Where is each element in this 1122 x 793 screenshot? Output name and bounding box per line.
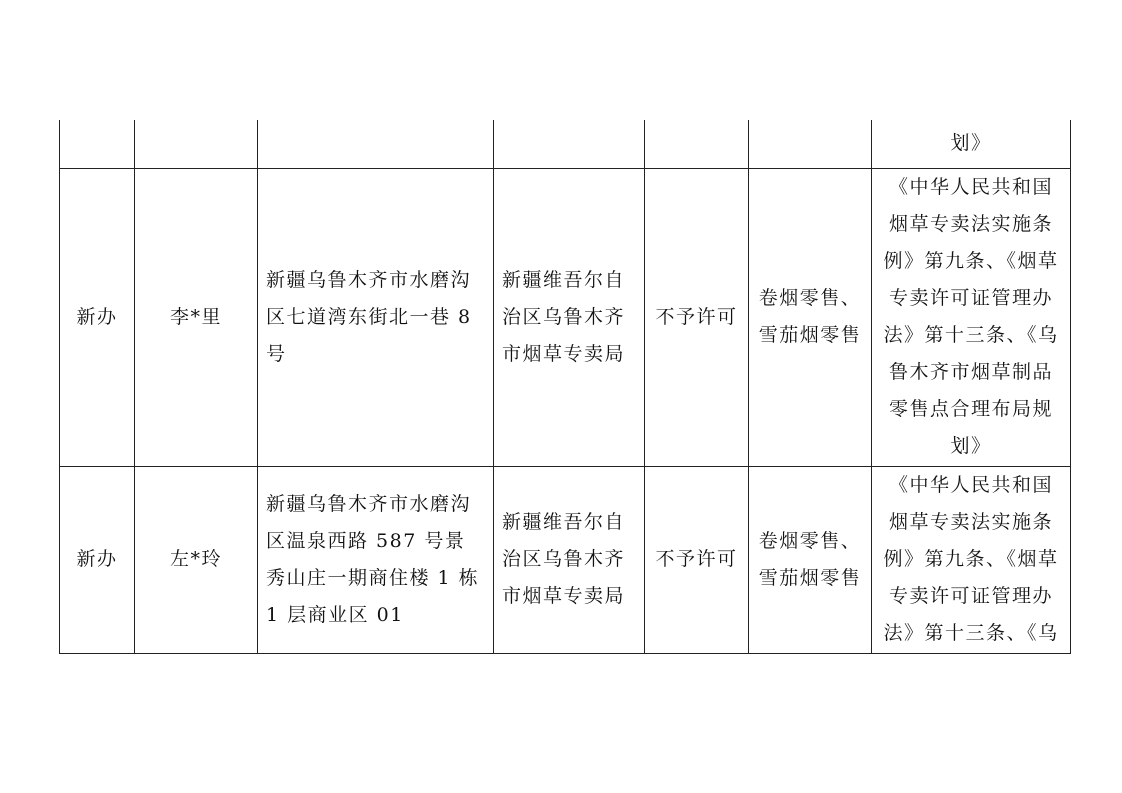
table-row [60, 120, 1071, 168]
table-row [60, 168, 1071, 466]
authority-cell: 新疆维吾尔自治区乌鲁木齐市烟草专卖局 [494, 466, 645, 653]
address-cell: 新疆乌鲁木齐市水磨沟区温泉西路 587 号景秀山庄一期商住楼 1 栋 1 层商业区 01 [258, 466, 494, 653]
application-type-cell [60, 120, 135, 168]
decision-cell: 不予许可 [645, 466, 749, 653]
application-type-cell: 新办 [60, 168, 135, 466]
applicant-name-cell: 李*里 [135, 168, 258, 466]
address-cell: 新疆乌鲁木齐市水磨沟区七道湾东街北一巷 8 号 [258, 168, 494, 466]
legal-basis-cell: 《中华人民共和国烟草专卖法实施条例》第九条、《烟草专卖许可证管理办法》第十三条、《乌 [872, 466, 1071, 653]
applicant-name-cell [135, 120, 258, 168]
legal-basis-cell: 划》 [872, 120, 1071, 168]
applicant-name-cell: 左*玲 [135, 466, 258, 653]
business-scope-cell [749, 120, 872, 168]
decision-cell [645, 120, 749, 168]
license-decision-table [59, 120, 1071, 654]
table-row [60, 466, 1071, 653]
decision-cell: 不予许可 [645, 168, 749, 466]
legal-basis-cell: 《中华人民共和国烟草专卖法实施条例》第九条、《烟草专卖许可证管理办法》第十三条、《乌鲁木齐市烟草制品零售点合理布局规划》 [872, 168, 1071, 466]
business-scope-cell: 卷烟零售、雪茄烟零售 [749, 168, 872, 466]
business-scope-cell: 卷烟零售、雪茄烟零售 [749, 466, 872, 653]
authority-cell: 新疆维吾尔自治区乌鲁木齐市烟草专卖局 [494, 168, 645, 466]
address-cell [258, 120, 494, 168]
authority-cell [494, 120, 645, 168]
application-type-cell: 新办 [60, 466, 135, 653]
